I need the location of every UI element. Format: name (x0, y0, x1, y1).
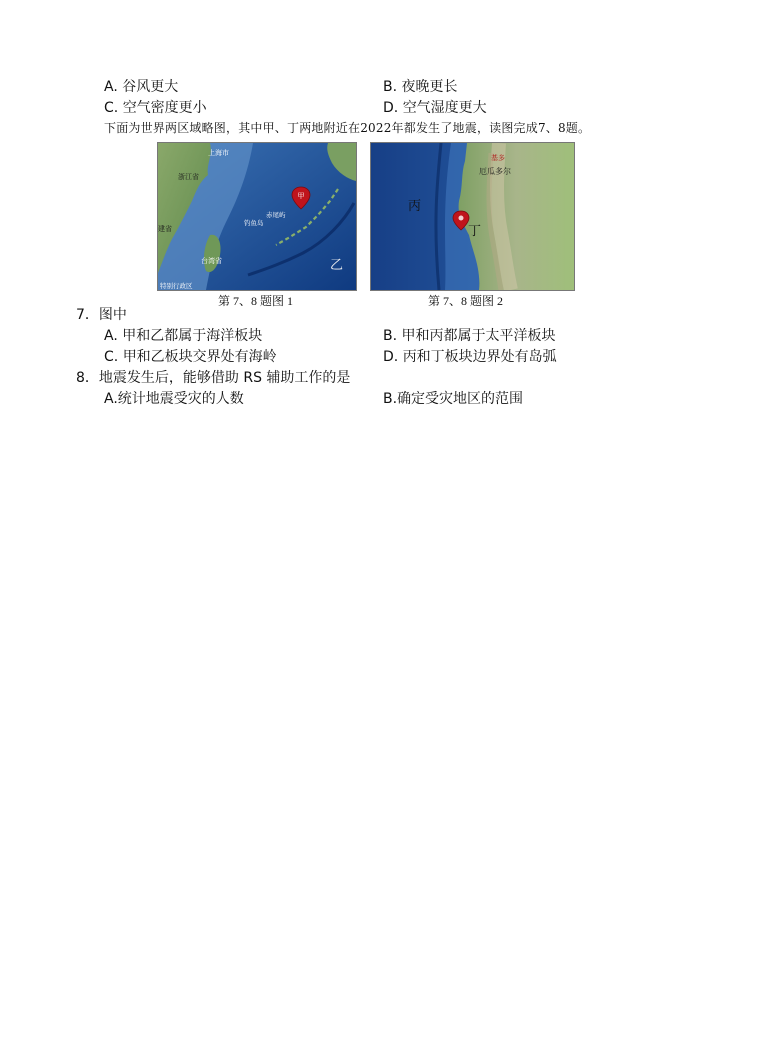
option-letter: C. (104, 100, 119, 116)
q8-option-a (104, 390, 244, 408)
label-taiwan: 台湾省 (201, 257, 222, 265)
label-zhejiang: 浙江省 (178, 173, 199, 181)
option-letter: B. (383, 328, 398, 344)
option-text: 甲和丙都属于太平洋板块 (401, 328, 556, 344)
label-ding: 丁 (468, 224, 482, 239)
label-chiwei: 赤尾屿 (266, 211, 286, 219)
map-figure-2 (370, 142, 575, 291)
option-b (383, 78, 458, 96)
figure-2-caption: 第 7、8 题图 2 (428, 294, 504, 308)
option-text: 丙和丁板块边界处有岛弧 (402, 349, 557, 365)
option-letter: B. (383, 391, 398, 407)
option-c (104, 99, 207, 117)
label-diaoyu: 钓鱼岛 (244, 219, 264, 227)
option-letter: C. (104, 349, 119, 365)
label-yi: 乙 (330, 258, 344, 273)
label-shanghai: 上海市 (208, 149, 229, 157)
option-letter: B. (383, 79, 398, 95)
label-bing: 丙 (408, 199, 422, 214)
question-8-stem: 8．地震发生后，能够借助 RS 辅助工作的是 (76, 370, 351, 386)
option-letter: A. (104, 79, 118, 95)
option-letter: A. (104, 391, 118, 407)
option-text: 空气密度更小 (122, 100, 207, 116)
option-text: 空气湿度更大 (402, 100, 487, 116)
q7-option-a (104, 327, 262, 345)
option-letter: A. (104, 328, 118, 344)
map-figure-1 (157, 142, 357, 291)
q7-option-c (104, 348, 277, 366)
option-letter: D. (383, 349, 399, 365)
figure-1-caption: 第 7、8 题图 1 (218, 294, 294, 308)
option-a (104, 78, 178, 96)
option-text: 谷风更大 (122, 79, 179, 95)
label-admin: 特别行政区 (160, 282, 193, 290)
question-7-stem: 7．图中 (76, 307, 127, 323)
label-ecuador: 厄瓜多尔 (479, 167, 511, 176)
intro-text: 下面为世界两区域略图，其中甲、丁两地附近在2022年都发生了地震，读图完成7、8题。 (104, 121, 591, 135)
option-text: 统计地震受灾的人数 (117, 391, 244, 407)
option-text: 甲和乙板块交界处有海岭 (122, 349, 277, 365)
option-letter: D. (383, 100, 399, 116)
option-text: 确定受灾地区的范围 (397, 391, 524, 407)
label-quito: 基多 (491, 154, 505, 162)
q8-option-b (383, 390, 523, 408)
option-text: 夜晚更长 (401, 79, 458, 95)
q7-option-d (383, 348, 557, 366)
option-text: 甲和乙都属于海洋板块 (122, 328, 263, 344)
label-jia: 甲 (297, 192, 305, 200)
q7-option-b (383, 327, 556, 345)
label-fujian: 建省 (158, 225, 172, 233)
option-d (383, 99, 487, 117)
